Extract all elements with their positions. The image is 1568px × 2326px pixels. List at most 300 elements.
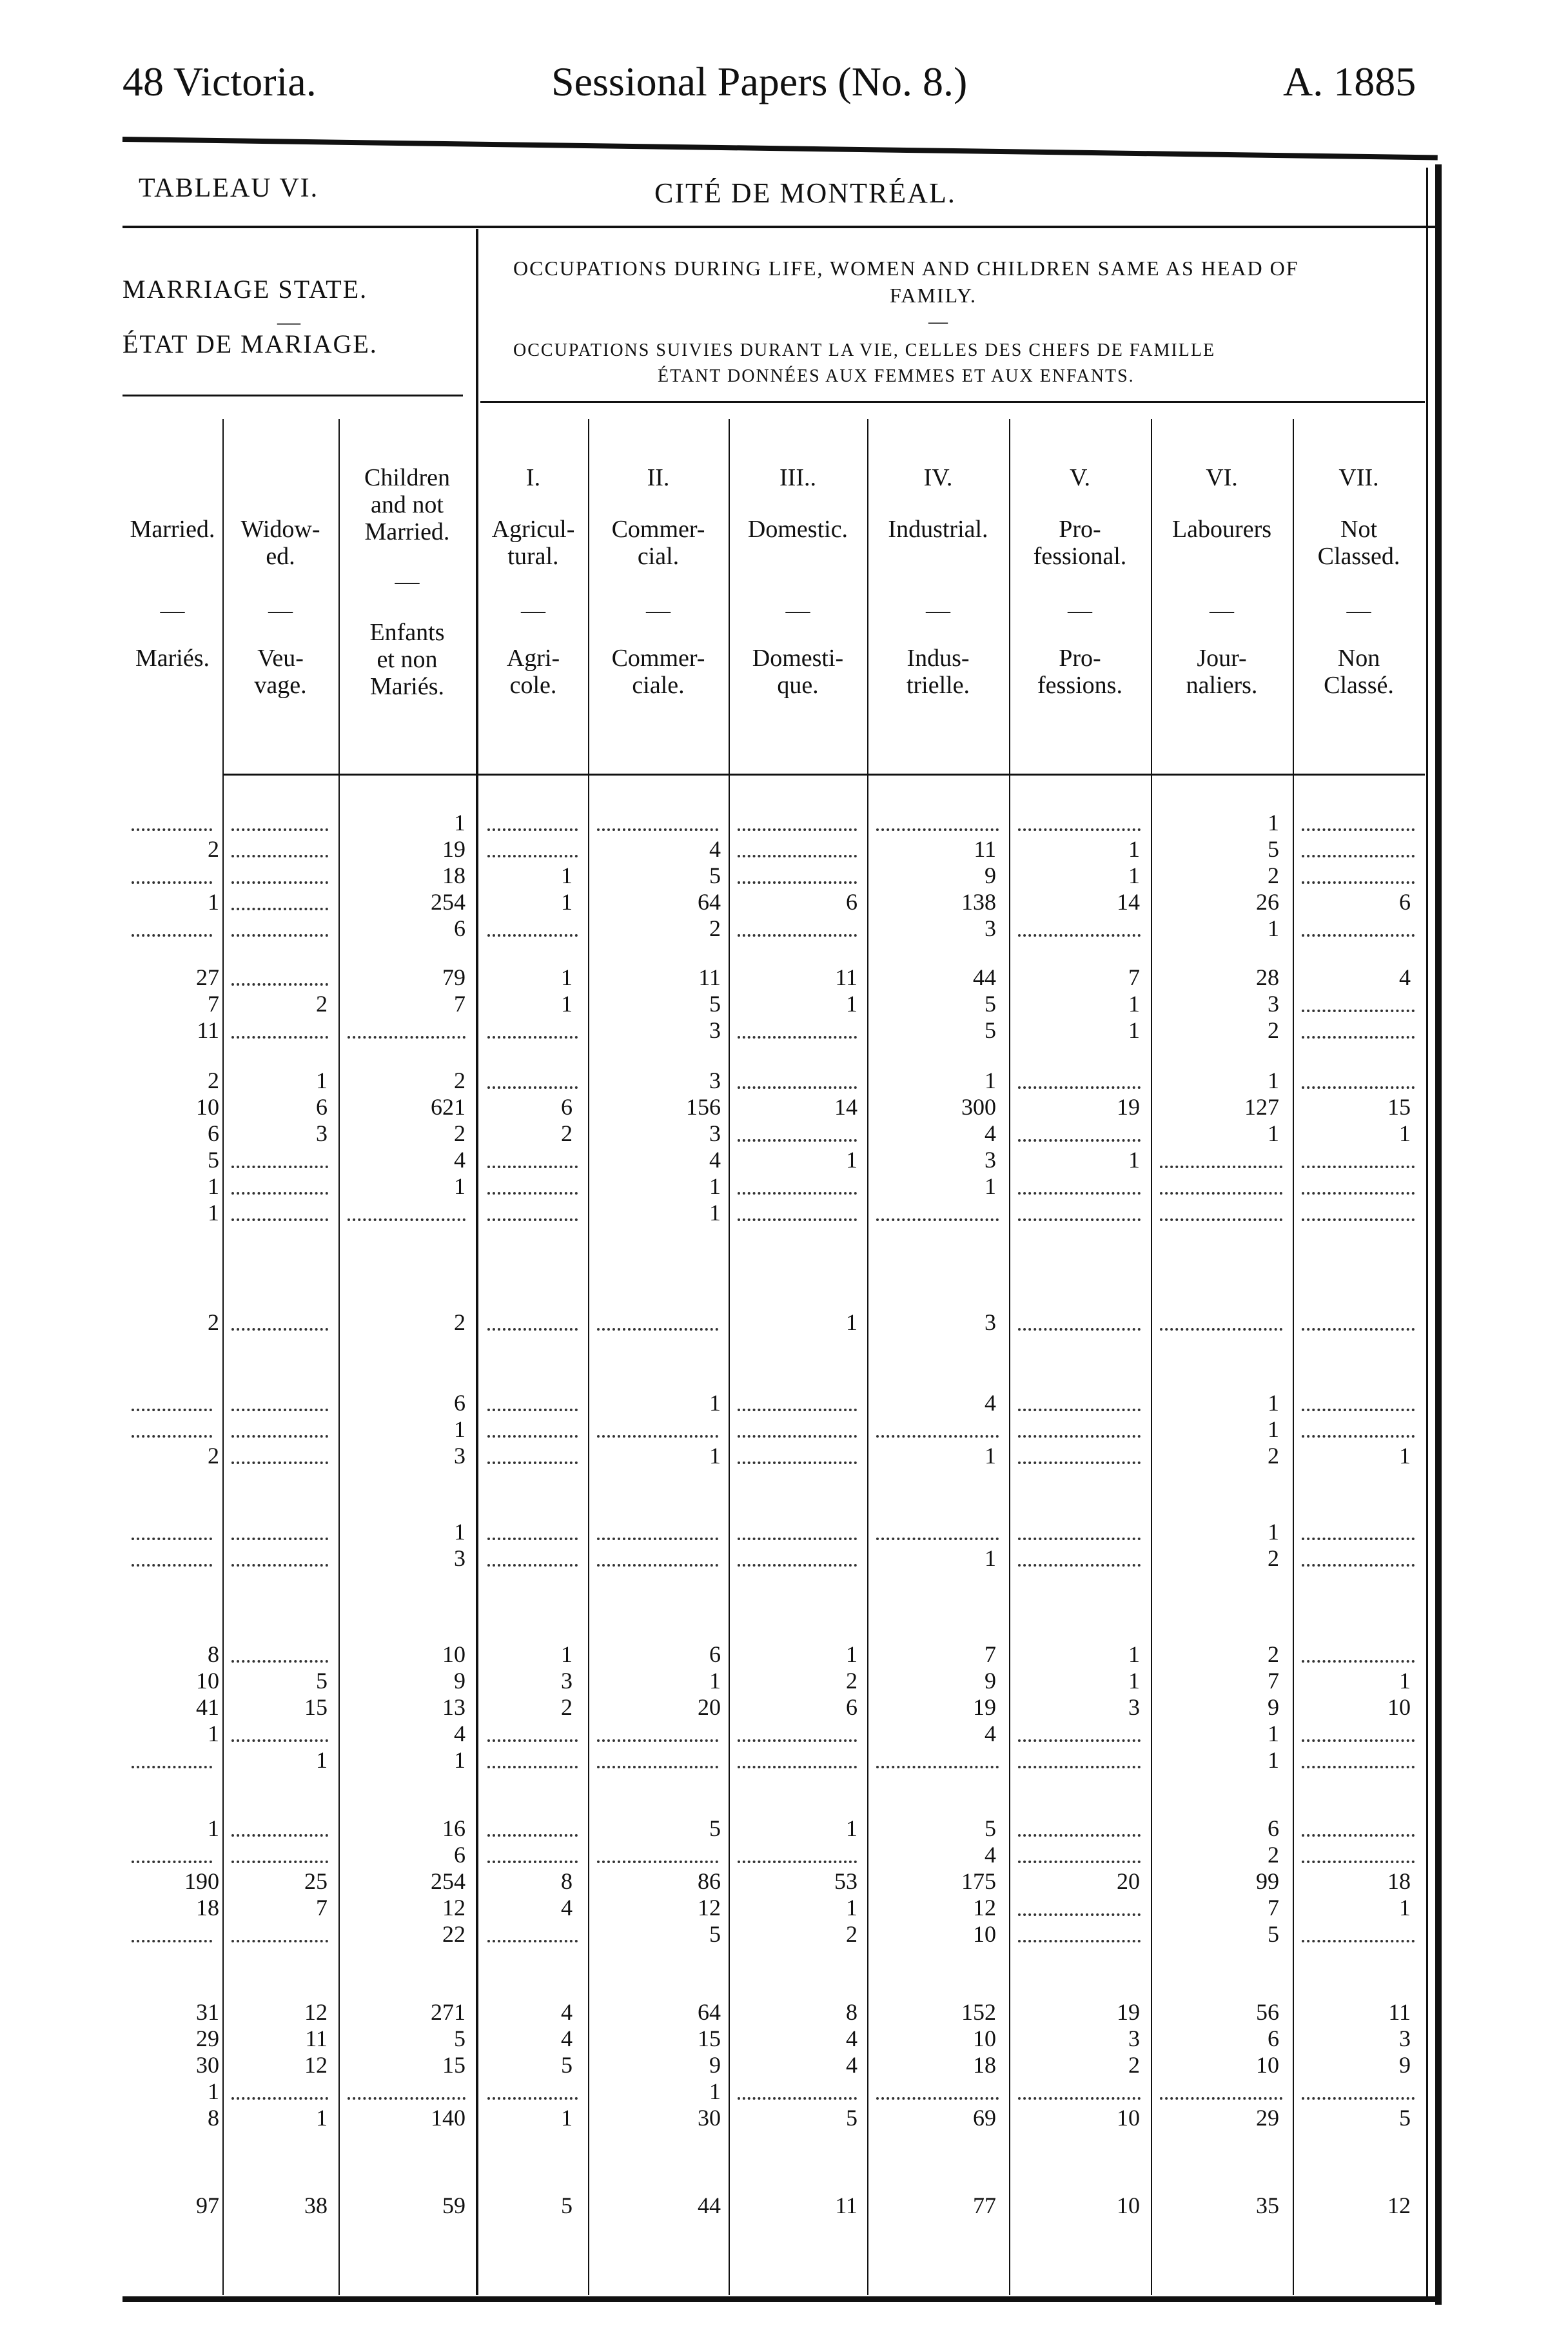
table-cell: 1 [709, 1173, 721, 1199]
leader-dots [876, 1435, 999, 1438]
header-volume: 48 Victoria. [122, 59, 317, 104]
leader-dots [231, 1660, 328, 1663]
leader-dots [1018, 1435, 1141, 1438]
column-label-en: Widow- ed. [240, 516, 320, 570]
table-cell: 7 [316, 1895, 328, 1920]
table-cell: 3 [561, 1668, 573, 1694]
table-cell: 4 [985, 1721, 996, 1746]
table-cell: 27 [196, 964, 219, 990]
header-year: A. 1885 [1283, 59, 1416, 104]
column-label-fr: Commer- ciale. [611, 645, 705, 699]
table-cell: 26 [1256, 889, 1279, 915]
table-cell: 5 [985, 1017, 996, 1043]
table-cell: 5 [561, 2052, 573, 2078]
table-cell: 12 [973, 1895, 996, 1920]
column-label-en: Labourers [1171, 516, 1272, 543]
table-cell: 6 [454, 1390, 466, 1416]
leader-dots [231, 934, 328, 937]
leader-dots [487, 1861, 578, 1863]
leader-dots [231, 1834, 328, 1837]
table-cell: 1 [985, 1443, 996, 1469]
column-divider [1151, 419, 1152, 2295]
table-cell: 9 [985, 1668, 996, 1694]
table-cell: 7 [1268, 1895, 1279, 1920]
column-divider [867, 419, 868, 2295]
table-cell: 2 [208, 1443, 219, 1469]
table-cell: 2 [316, 991, 328, 1017]
table-cell: 9 [1268, 1694, 1279, 1720]
leader-dots [231, 1192, 328, 1195]
leader-dots [876, 2097, 999, 2100]
leader-dots [738, 2097, 857, 2100]
table-cell: 6 [561, 1094, 573, 1120]
table-cell: 11 [974, 836, 996, 862]
table-cell: 6 [454, 1842, 466, 1868]
leader-dots [1160, 1218, 1282, 1221]
leader-dots [487, 1834, 578, 1837]
table-cell: 3 [1128, 1694, 1140, 1720]
leader-dots [231, 855, 328, 857]
table-cell: 1 [1128, 1147, 1140, 1173]
leader-dots [231, 1940, 328, 1942]
leader-dots [1018, 934, 1141, 937]
table-cell: 5 [709, 991, 721, 1017]
leader-dots [132, 1940, 212, 1942]
leader-dots [738, 934, 857, 937]
total-cell: 11 [835, 2193, 858, 2218]
leader-dots [487, 1538, 578, 1540]
table-cell: 2 [846, 1921, 858, 1947]
leader-dots [597, 1538, 718, 1540]
leader-dots [487, 1086, 578, 1089]
table-cell: 1 [846, 991, 858, 1017]
table-cell: 1 [561, 2105, 573, 2131]
leader-dots [487, 1328, 578, 1331]
table-cell: 4 [561, 2026, 573, 2051]
table-cell: 1 [1399, 1668, 1411, 1694]
table-number: TABLEAU VI. [139, 173, 319, 203]
right-border-thin [1426, 168, 1428, 2302]
table-cell: 10 [1387, 1694, 1411, 1720]
leader-dots [231, 908, 328, 910]
table-cell: 10 [1117, 2105, 1140, 2131]
leader-dots [231, 1166, 328, 1168]
table-cell: 1 [709, 1200, 721, 1226]
leader-dots [487, 1940, 578, 1942]
table-cell: 44 [973, 964, 996, 990]
table-cell: 1 [1128, 991, 1140, 1017]
table-cell: 6 [1399, 889, 1411, 915]
leader-dots [231, 2097, 328, 2100]
leader-dots [1160, 1328, 1282, 1331]
table-cell: 1 [454, 1519, 466, 1545]
table-cell: 10 [973, 2026, 996, 2051]
table-cell: 1 [709, 1390, 721, 1416]
leader-dots [738, 1564, 857, 1567]
table-cell: 190 [184, 1868, 219, 1894]
table-cell: 1 [846, 1641, 858, 1667]
column-separator: — [268, 597, 293, 624]
leader-dots [1018, 1086, 1141, 1089]
leader-dots [1302, 1766, 1415, 1768]
leader-dots [876, 1538, 999, 1540]
table-cell: 9 [454, 1668, 466, 1694]
table-cell: 1 [316, 2105, 328, 2131]
leader-dots [1018, 1461, 1141, 1464]
column-label-fr: Non Classé. [1324, 645, 1394, 699]
column-label-fr: Domesti- que. [752, 645, 844, 699]
table-cell: 5 [709, 1815, 721, 1841]
table-cell: 5 [1399, 2105, 1411, 2131]
table-cell: 4 [985, 1390, 996, 1416]
table-cell: 13 [442, 1694, 466, 1720]
table-cell: 86 [698, 1868, 721, 1894]
leader-dots [487, 855, 578, 857]
leader-dots [1302, 1861, 1415, 1863]
table-cell: 621 [431, 1094, 466, 1120]
table-cell: 1 [1128, 1668, 1140, 1694]
column-number: VI. [1206, 464, 1238, 491]
table-cell: 1 [454, 810, 466, 836]
table-cell: 271 [431, 1999, 466, 2025]
table-cell: 1 [985, 1173, 996, 1199]
column-label-fr: Indus- trielle. [906, 645, 970, 699]
leader-dots [597, 1435, 718, 1438]
table-cell: 3 [985, 1309, 996, 1335]
table-cell: 138 [961, 889, 996, 915]
table-cell: 11 [197, 1017, 219, 1043]
marriage-rule [122, 395, 463, 396]
table-cell: 29 [1256, 2105, 1279, 2131]
table-cell: 175 [961, 1868, 996, 1894]
table-cell: 20 [698, 1694, 721, 1720]
table-cell: 1 [709, 2078, 721, 2104]
occupations-separator: — [928, 311, 949, 332]
leader-dots [738, 855, 857, 857]
leader-dots [487, 1036, 578, 1039]
leader-dots [876, 828, 999, 831]
leader-dots [132, 828, 212, 831]
table-cell: 1 [208, 1721, 219, 1746]
leader-dots [231, 1328, 328, 1331]
table-cell: 1 [208, 889, 219, 915]
title-rule [122, 226, 1438, 228]
table-cell: 25 [304, 1868, 328, 1894]
table-cell: 1 [561, 964, 573, 990]
table-cell: 2 [454, 1309, 466, 1335]
table-cell: 1 [846, 1815, 858, 1841]
column-divider [1293, 419, 1294, 2295]
table-cell: 1 [208, 1173, 219, 1199]
table-cell: 6 [1268, 2026, 1279, 2051]
header-papers: Sessional Papers (No. 8.) [551, 59, 968, 104]
table-cell: 1 [561, 889, 573, 915]
leader-dots [348, 1036, 466, 1039]
column-number: V. [1069, 464, 1091, 491]
column-separator: — [646, 597, 671, 624]
table-cell: 18 [1387, 1868, 1411, 1894]
leader-dots [487, 1218, 578, 1221]
leader-dots [1302, 1086, 1415, 1089]
leader-dots [597, 1766, 718, 1768]
occupations-fr-1: OCCUPATIONS SUIVIES DURANT LA VIE, CELLES DES CHEFS DE FAMILLE [513, 340, 1216, 360]
occupations-en-2: FAMILY. [890, 284, 977, 307]
table-cell: 2 [454, 1068, 466, 1093]
leader-dots [1302, 828, 1415, 831]
leader-dots [231, 1435, 328, 1438]
table-city: CITÉ DE MONTRÉAL. [654, 177, 956, 209]
table-cell: 4 [985, 1120, 996, 1146]
leader-dots [231, 1218, 328, 1221]
leader-dots [132, 1564, 212, 1567]
table-cell: 1 [1399, 1895, 1411, 1920]
table-cell: 53 [834, 1868, 858, 1894]
leader-dots [487, 1564, 578, 1567]
table-cell: 7 [1268, 1668, 1279, 1694]
table-cell: 31 [196, 1999, 219, 2025]
table-cell: 19 [442, 836, 466, 862]
table-cell: 1 [208, 1200, 219, 1226]
leader-dots [1302, 1940, 1415, 1942]
leader-dots [1302, 2097, 1415, 2100]
table-cell: 9 [1399, 2052, 1411, 2078]
table-cell: 29 [196, 2026, 219, 2051]
table-cell: 79 [442, 964, 466, 990]
column-separator: — [1068, 597, 1092, 624]
table-cell: 11 [698, 964, 721, 990]
leader-dots [231, 1538, 328, 1540]
table-cell: 1 [709, 1443, 721, 1469]
column-number: I. [525, 464, 541, 491]
table-cell: 1 [985, 1545, 996, 1571]
marriage-state-en: MARRIAGE STATE. [122, 275, 368, 304]
table-cell: 2 [208, 1068, 219, 1093]
table-cell: 1 [1268, 1120, 1279, 1146]
column-number: VII. [1338, 464, 1379, 491]
leader-dots [1302, 1328, 1415, 1331]
column-label-en: Married. [130, 516, 215, 543]
leader-dots [1302, 1564, 1415, 1567]
leader-dots [1018, 2097, 1141, 2100]
leader-dots [487, 828, 578, 831]
table-cell: 1 [1268, 1068, 1279, 1093]
column-separator: — [1210, 597, 1234, 624]
table-cell: 1 [1268, 915, 1279, 941]
marriage-state-fr: ÉTAT DE MARIAGE. [122, 329, 378, 358]
table-cell: 1 [1268, 1519, 1279, 1545]
column-divider [338, 419, 340, 2295]
table-cell: 4 [1399, 964, 1411, 990]
leader-dots [231, 881, 328, 884]
table-cell: 6 [1268, 1815, 1279, 1841]
table-cell: 20 [1117, 1868, 1140, 1894]
table-cell: 4 [454, 1147, 466, 1173]
leader-dots [1302, 1218, 1415, 1221]
table-cell: 8 [208, 2105, 219, 2131]
table-cell: 5 [208, 1147, 219, 1173]
leader-dots [231, 1861, 328, 1863]
column-label-fr: Veu- vage. [254, 645, 307, 699]
table-cell: 3 [316, 1120, 328, 1146]
leader-dots [132, 1409, 212, 1411]
leader-dots [1018, 1409, 1141, 1411]
leader-dots [487, 934, 578, 937]
column-divider [222, 419, 224, 2295]
leader-dots [231, 1739, 328, 1742]
table-cell: 6 [846, 1694, 858, 1720]
leader-dots [1018, 1139, 1141, 1142]
table-cell: 3 [709, 1120, 721, 1146]
top-thick-rule [122, 137, 1438, 160]
table-cell: 5 [985, 991, 996, 1017]
column-label-en: Commer- cial. [611, 516, 705, 570]
occupations-fr-2: ÉTANT DONNÉES AUX FEMMES ET AUX ENFANTS. [658, 366, 1135, 386]
leader-dots [1018, 1834, 1141, 1837]
column-separator: — [160, 597, 185, 624]
table-cell: 1 [208, 2078, 219, 2104]
table-cell: 10 [196, 1668, 219, 1694]
column-number: IV. [923, 464, 953, 491]
table-cell: 3 [454, 1545, 466, 1571]
table-cell: 127 [1244, 1094, 1279, 1120]
leader-dots [487, 1766, 578, 1768]
leader-dots [1018, 1192, 1141, 1195]
leader-dots [231, 828, 328, 831]
table-cell: 1 [454, 1747, 466, 1773]
leader-dots [1302, 1036, 1415, 1039]
leader-dots [487, 1461, 578, 1464]
marriage-separator: — [277, 309, 302, 335]
table-cell: 8 [208, 1641, 219, 1667]
leader-dots [348, 2097, 466, 2100]
leader-dots [1302, 1435, 1415, 1438]
table-cell: 9 [985, 863, 996, 888]
leader-dots [738, 1139, 857, 1142]
table-cell: 18 [442, 863, 466, 888]
table-cell: 5 [1268, 1921, 1279, 1947]
table-cell: 300 [961, 1094, 996, 1120]
table-cell: 1 [709, 1668, 721, 1694]
table-cell: 2 [1268, 1443, 1279, 1469]
table-cell: 4 [709, 1147, 721, 1173]
table-cell: 14 [1117, 889, 1140, 915]
table-cell: 5 [1268, 836, 1279, 862]
table-cell: 3 [454, 1443, 466, 1469]
leader-dots [876, 1766, 999, 1768]
column-divider [588, 419, 589, 2295]
column-label-fr: Enfants et non Mariés. [369, 619, 445, 700]
table-cell: 15 [1387, 1094, 1411, 1120]
leader-dots [487, 1192, 578, 1195]
table-cell: 19 [1117, 1094, 1140, 1120]
table-cell: 2 [709, 915, 721, 941]
table-cell: 16 [442, 1815, 466, 1841]
table-cell: 1 [846, 1309, 858, 1335]
leader-dots [738, 881, 857, 884]
table-cell: 3 [1128, 2026, 1140, 2051]
leader-dots [738, 1739, 857, 1742]
table-cell: 4 [846, 2052, 858, 2078]
column-separator: — [926, 597, 950, 624]
column-label-fr: Agri- cole. [506, 645, 560, 699]
table-cell: 1 [846, 1147, 858, 1173]
table-cell: 1 [1268, 1747, 1279, 1773]
leader-dots [132, 881, 212, 884]
table-cell: 140 [431, 2105, 466, 2131]
table-cell: 99 [1256, 1868, 1279, 1894]
total-cell: 35 [1256, 2193, 1279, 2218]
table-cell: 14 [834, 1094, 858, 1120]
table-cell: 1 [561, 1641, 573, 1667]
leader-dots [1018, 828, 1141, 831]
table-cell: 156 [686, 1094, 721, 1120]
total-cell: 59 [442, 2193, 466, 2218]
table-cell: 1 [1399, 1120, 1411, 1146]
table-cell: 3 [985, 1147, 996, 1173]
table-cell: 1 [1128, 836, 1140, 862]
table-cell: 2 [1268, 1017, 1279, 1043]
table-cell: 1 [1268, 1416, 1279, 1442]
leader-dots [1302, 1166, 1415, 1168]
leader-dots [1160, 2097, 1282, 2100]
column-separator: — [1346, 597, 1371, 624]
leader-dots [1018, 1328, 1141, 1331]
table-cell: 56 [1256, 1999, 1279, 2025]
leader-dots [1302, 1660, 1415, 1663]
table-cell: 30 [698, 2105, 721, 2131]
column-label-fr: Jour- naliers. [1186, 645, 1258, 699]
table-cell: 1 [1128, 1641, 1140, 1667]
table-cell: 2 [1128, 2052, 1140, 2078]
table-cell: 1 [208, 1815, 219, 1841]
leader-dots [487, 1435, 578, 1438]
table-cell: 10 [973, 1921, 996, 1947]
table-cell: 1 [1268, 810, 1279, 836]
table-cell: 4 [454, 1721, 466, 1746]
leader-dots [231, 1036, 328, 1039]
column-label-en: Agricul- tural. [491, 516, 575, 570]
table-cell: 6 [709, 1641, 721, 1667]
table-cell: 7 [1128, 964, 1140, 990]
column-divider [1009, 419, 1010, 2295]
column-label-fr: Mariés. [135, 645, 210, 672]
table-cell: 4 [985, 1842, 996, 1868]
leader-dots [1018, 1739, 1141, 1742]
table-cell: 2 [208, 836, 219, 862]
table-cell: 3 [709, 1017, 721, 1043]
total-cell: 5 [561, 2193, 573, 2218]
leader-dots [738, 1192, 857, 1195]
table-cell: 1 [985, 1068, 996, 1093]
leader-dots [1160, 1166, 1282, 1168]
table-cell: 1 [1399, 1443, 1411, 1469]
column-label-fr: Pro- fessions. [1037, 645, 1122, 699]
leader-dots [231, 1461, 328, 1464]
table-cell: 10 [1256, 2052, 1279, 2078]
column-label-en: Not Classed. [1317, 516, 1400, 570]
table-cell: 1 [454, 1416, 466, 1442]
table-cell: 1 [561, 863, 573, 888]
table-cell: 18 [196, 1895, 219, 1920]
total-cell: 10 [1117, 2193, 1140, 2218]
leader-dots [1302, 881, 1415, 884]
table-cell: 1 [561, 991, 573, 1017]
table-cell: 28 [1256, 964, 1279, 990]
table-cell: 5 [316, 1668, 328, 1694]
table-cell: 254 [431, 889, 466, 915]
table-cell: 64 [698, 1999, 721, 2025]
table-cell: 5 [454, 2026, 466, 2051]
